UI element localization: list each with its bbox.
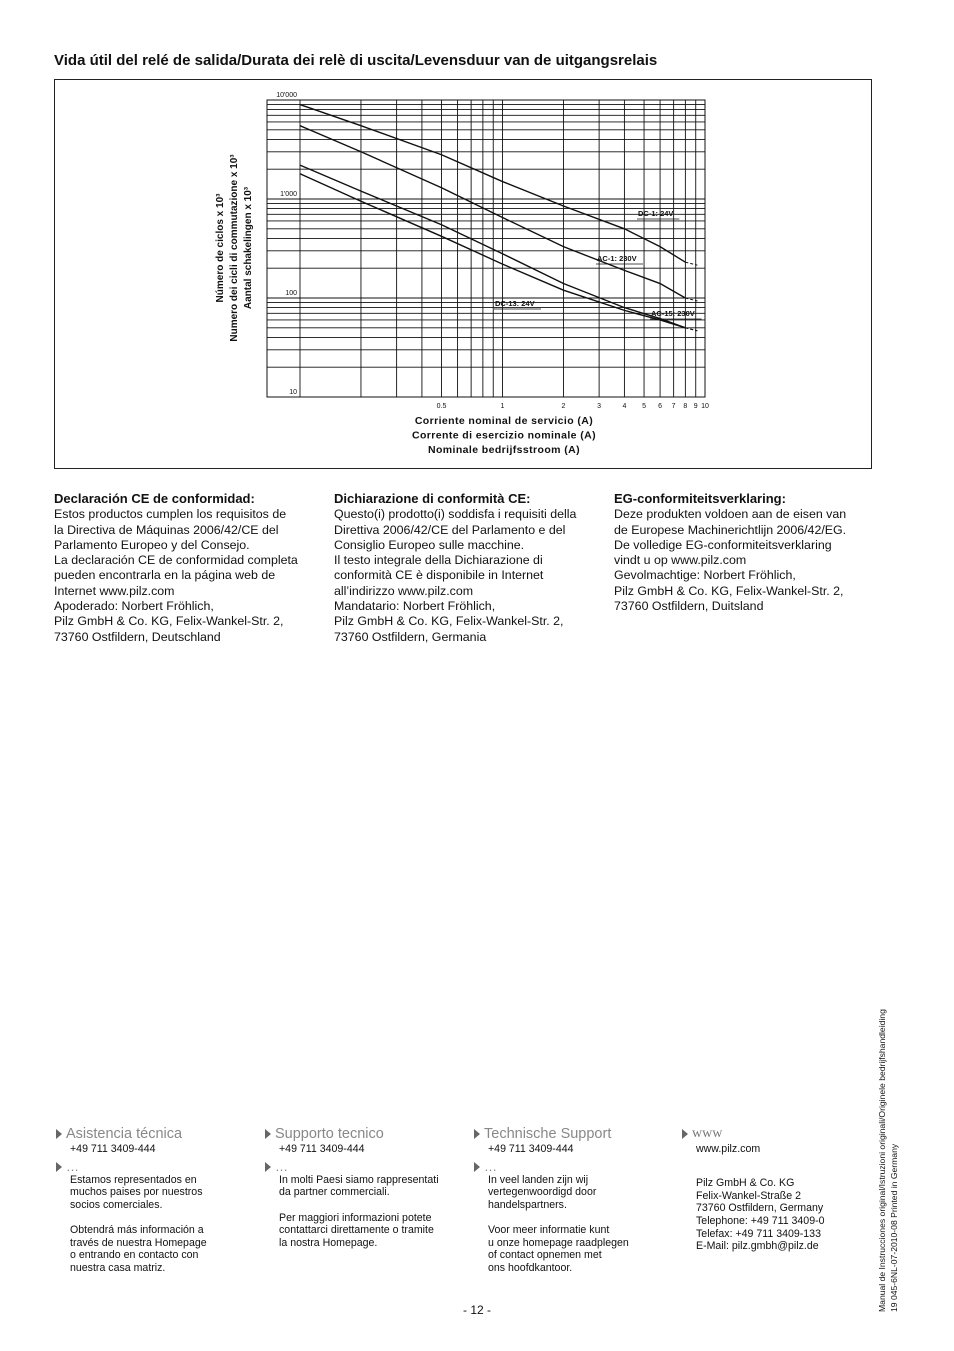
declaration-it-body: Questo(i) prodotto(i) soddisfa i requisiti della Direttiva 2006/42/CE del Parlamento e del Consiglio Europeo sulle macchine. Il testo integrale della Dichiarazione di conformità CE è disponibile in Internet all’indirizzo www.pilz.com Mandatario: Norbert Fröhlich, Pilz GmbH & Co. KG, Felix-Wankel-Str. 2, 73760 Ostfildern, Germania bbox=[334, 507, 577, 644]
side-text-line-2: 19 045-6NL-07-2010-08 Printed in Germany bbox=[889, 1143, 899, 1312]
arrow-icon bbox=[474, 1129, 480, 1139]
x-tick-label: 7 bbox=[671, 403, 676, 410]
footer-address: Pilz GmbH & Co. KG Felix-Wankel-Straße 2 73760 Ostfildern, Germany Telephone: +49 711 3409-0 Telefax: +49 711 3409-133 E-Mail: pilz.gmbh@pilz.de bbox=[696, 1177, 825, 1253]
declaration-es bbox=[54, 491, 316, 645]
footer-www bbox=[682, 1128, 862, 1253]
footer-text: In veel landen zijn wij vertegenwoordigd door handelspartners. Voor meer informatie kunt u onze homepage raadplegen of contact opnemen met ons hoofdkantoor. bbox=[488, 1173, 629, 1274]
arrow-icon bbox=[56, 1162, 62, 1172]
x-axis-label: Corrente di esercizio nominale (A) bbox=[412, 429, 596, 442]
ellipsis: … bbox=[484, 1159, 497, 1175]
x-tick-label: 3 bbox=[597, 403, 602, 410]
y-tick-label: 10 bbox=[289, 389, 297, 396]
x-tick-label: 2 bbox=[561, 403, 566, 410]
declaration-nl bbox=[614, 491, 876, 614]
series-label: DC-1: 24V bbox=[638, 209, 674, 218]
arrow-icon bbox=[265, 1129, 271, 1139]
footer-text: In molti Paesi siamo rappresentati da partner commerciali. Per maggiori informazioni potete contattarci direttamente o tramite la nostra Homepage. bbox=[279, 1173, 439, 1249]
footer-text: Estamos representados en muchos paises por nuestros socios comerciales. Obtendrá más información a través de nuestra Homepage o entrando en contacto con nuestra casa matriz. bbox=[70, 1173, 207, 1274]
declaration-es-body: Estos productos cumplen los requisitos de la Directiva de Máquinas 2006/42/CE del Parlamento Europeo y del Consejo. La declaración CE de conformidad completa pueden encontrarla en la página web de Internet www.pilz.com Apoderado: Norbert Fröhlich, Pilz GmbH & Co. KG, Felix-Wankel-Str. 2, 73760 Ostfildern, Deutschland bbox=[54, 507, 298, 644]
declaration-it-heading: Dichiarazione di conformità CE: bbox=[334, 491, 531, 506]
x-tick-label: 10 bbox=[701, 403, 709, 410]
footer-support-es bbox=[56, 1128, 236, 1275]
relay-lifetime-chart bbox=[54, 79, 872, 469]
x-axis-label: Nominale bedrijfsstroom (A) bbox=[428, 444, 580, 456]
chart-svg bbox=[55, 80, 873, 470]
footer-support-nl bbox=[474, 1128, 654, 1275]
x-tick-label: 6 bbox=[658, 403, 663, 410]
footer-heading: Supporto tecnico bbox=[275, 1126, 384, 1142]
series-label: AC-1: 230V bbox=[597, 254, 637, 263]
footer-phone: +49 711 3409-444 bbox=[279, 1142, 365, 1155]
footer-phone: +49 711 3409-444 bbox=[70, 1142, 156, 1155]
declaration-it bbox=[334, 491, 596, 645]
y-axis-label: Aantal schakelingen x 10³ bbox=[243, 186, 254, 310]
series-label: AC-15: 230V bbox=[651, 309, 695, 318]
ellipsis: … bbox=[66, 1159, 79, 1175]
x-tick-label: 5 bbox=[642, 403, 646, 410]
y-tick-label: 10'000 bbox=[276, 92, 297, 99]
y-tick-label: 100 bbox=[285, 290, 297, 297]
x-axis-label: Corriente nominal de servicio (A) bbox=[414, 415, 594, 427]
footer-phone: +49 711 3409-444 bbox=[488, 1142, 574, 1155]
page-title: Vida útil del relé de salida/Durata dei relè di uscita/Levensduur van de uitgangsrelais bbox=[54, 52, 658, 69]
footer-heading: Asistencia técnica bbox=[66, 1126, 183, 1142]
declaration-nl-body: Deze produkten voldoen aan de eisen van de Europese Machinerichtlijn 2006/42/EG. De volledige EG-conformiteitsverklaring vindt u op www.pilz.com Gevolmachtige: Norbert Fröhlich, Pilz GmbH & Co. KG, Felix-Wankel-Str. 2, 73760 Ostfildern, Duitsland bbox=[614, 507, 847, 614]
x-tick-label: 1 bbox=[500, 403, 505, 410]
footer-url[interactable]: www.pilz.com bbox=[696, 1142, 761, 1155]
plot-frame bbox=[267, 100, 705, 397]
side-text-line-1: Manual de Instrucciones original/Istruzioni originali/Originele bedrijfshandleiding bbox=[877, 1009, 887, 1312]
arrow-icon bbox=[56, 1129, 62, 1139]
ellipsis: … bbox=[275, 1159, 288, 1175]
y-axis-label: Numero dei cicli di commutazione x 10³ bbox=[229, 154, 240, 342]
side-text bbox=[876, 922, 900, 1312]
series-label: DC-13: 24V bbox=[495, 299, 535, 308]
declaration-nl-heading: EG-conformiteitsverklaring: bbox=[614, 491, 786, 506]
x-tick-label: 0.5 bbox=[436, 403, 447, 410]
page-number: - 12 - bbox=[462, 1303, 491, 1317]
series-line bbox=[300, 165, 685, 328]
x-tick-label: 4 bbox=[622, 403, 627, 410]
arrow-icon bbox=[474, 1162, 480, 1172]
y-axis-label: Número de ciclos x 10³ bbox=[215, 193, 226, 303]
declaration-es-heading: Declaración CE de conformidad: bbox=[54, 491, 255, 506]
arrow-icon bbox=[682, 1129, 688, 1139]
arrow-icon bbox=[265, 1162, 271, 1172]
y-tick-label: 1'000 bbox=[280, 191, 297, 198]
x-tick-label: 9 bbox=[693, 403, 698, 410]
x-tick-label: 8 bbox=[683, 403, 688, 410]
footer-support-it bbox=[265, 1128, 445, 1249]
footer-heading: Technische Support bbox=[484, 1126, 612, 1142]
footer-heading: www bbox=[692, 1126, 723, 1141]
